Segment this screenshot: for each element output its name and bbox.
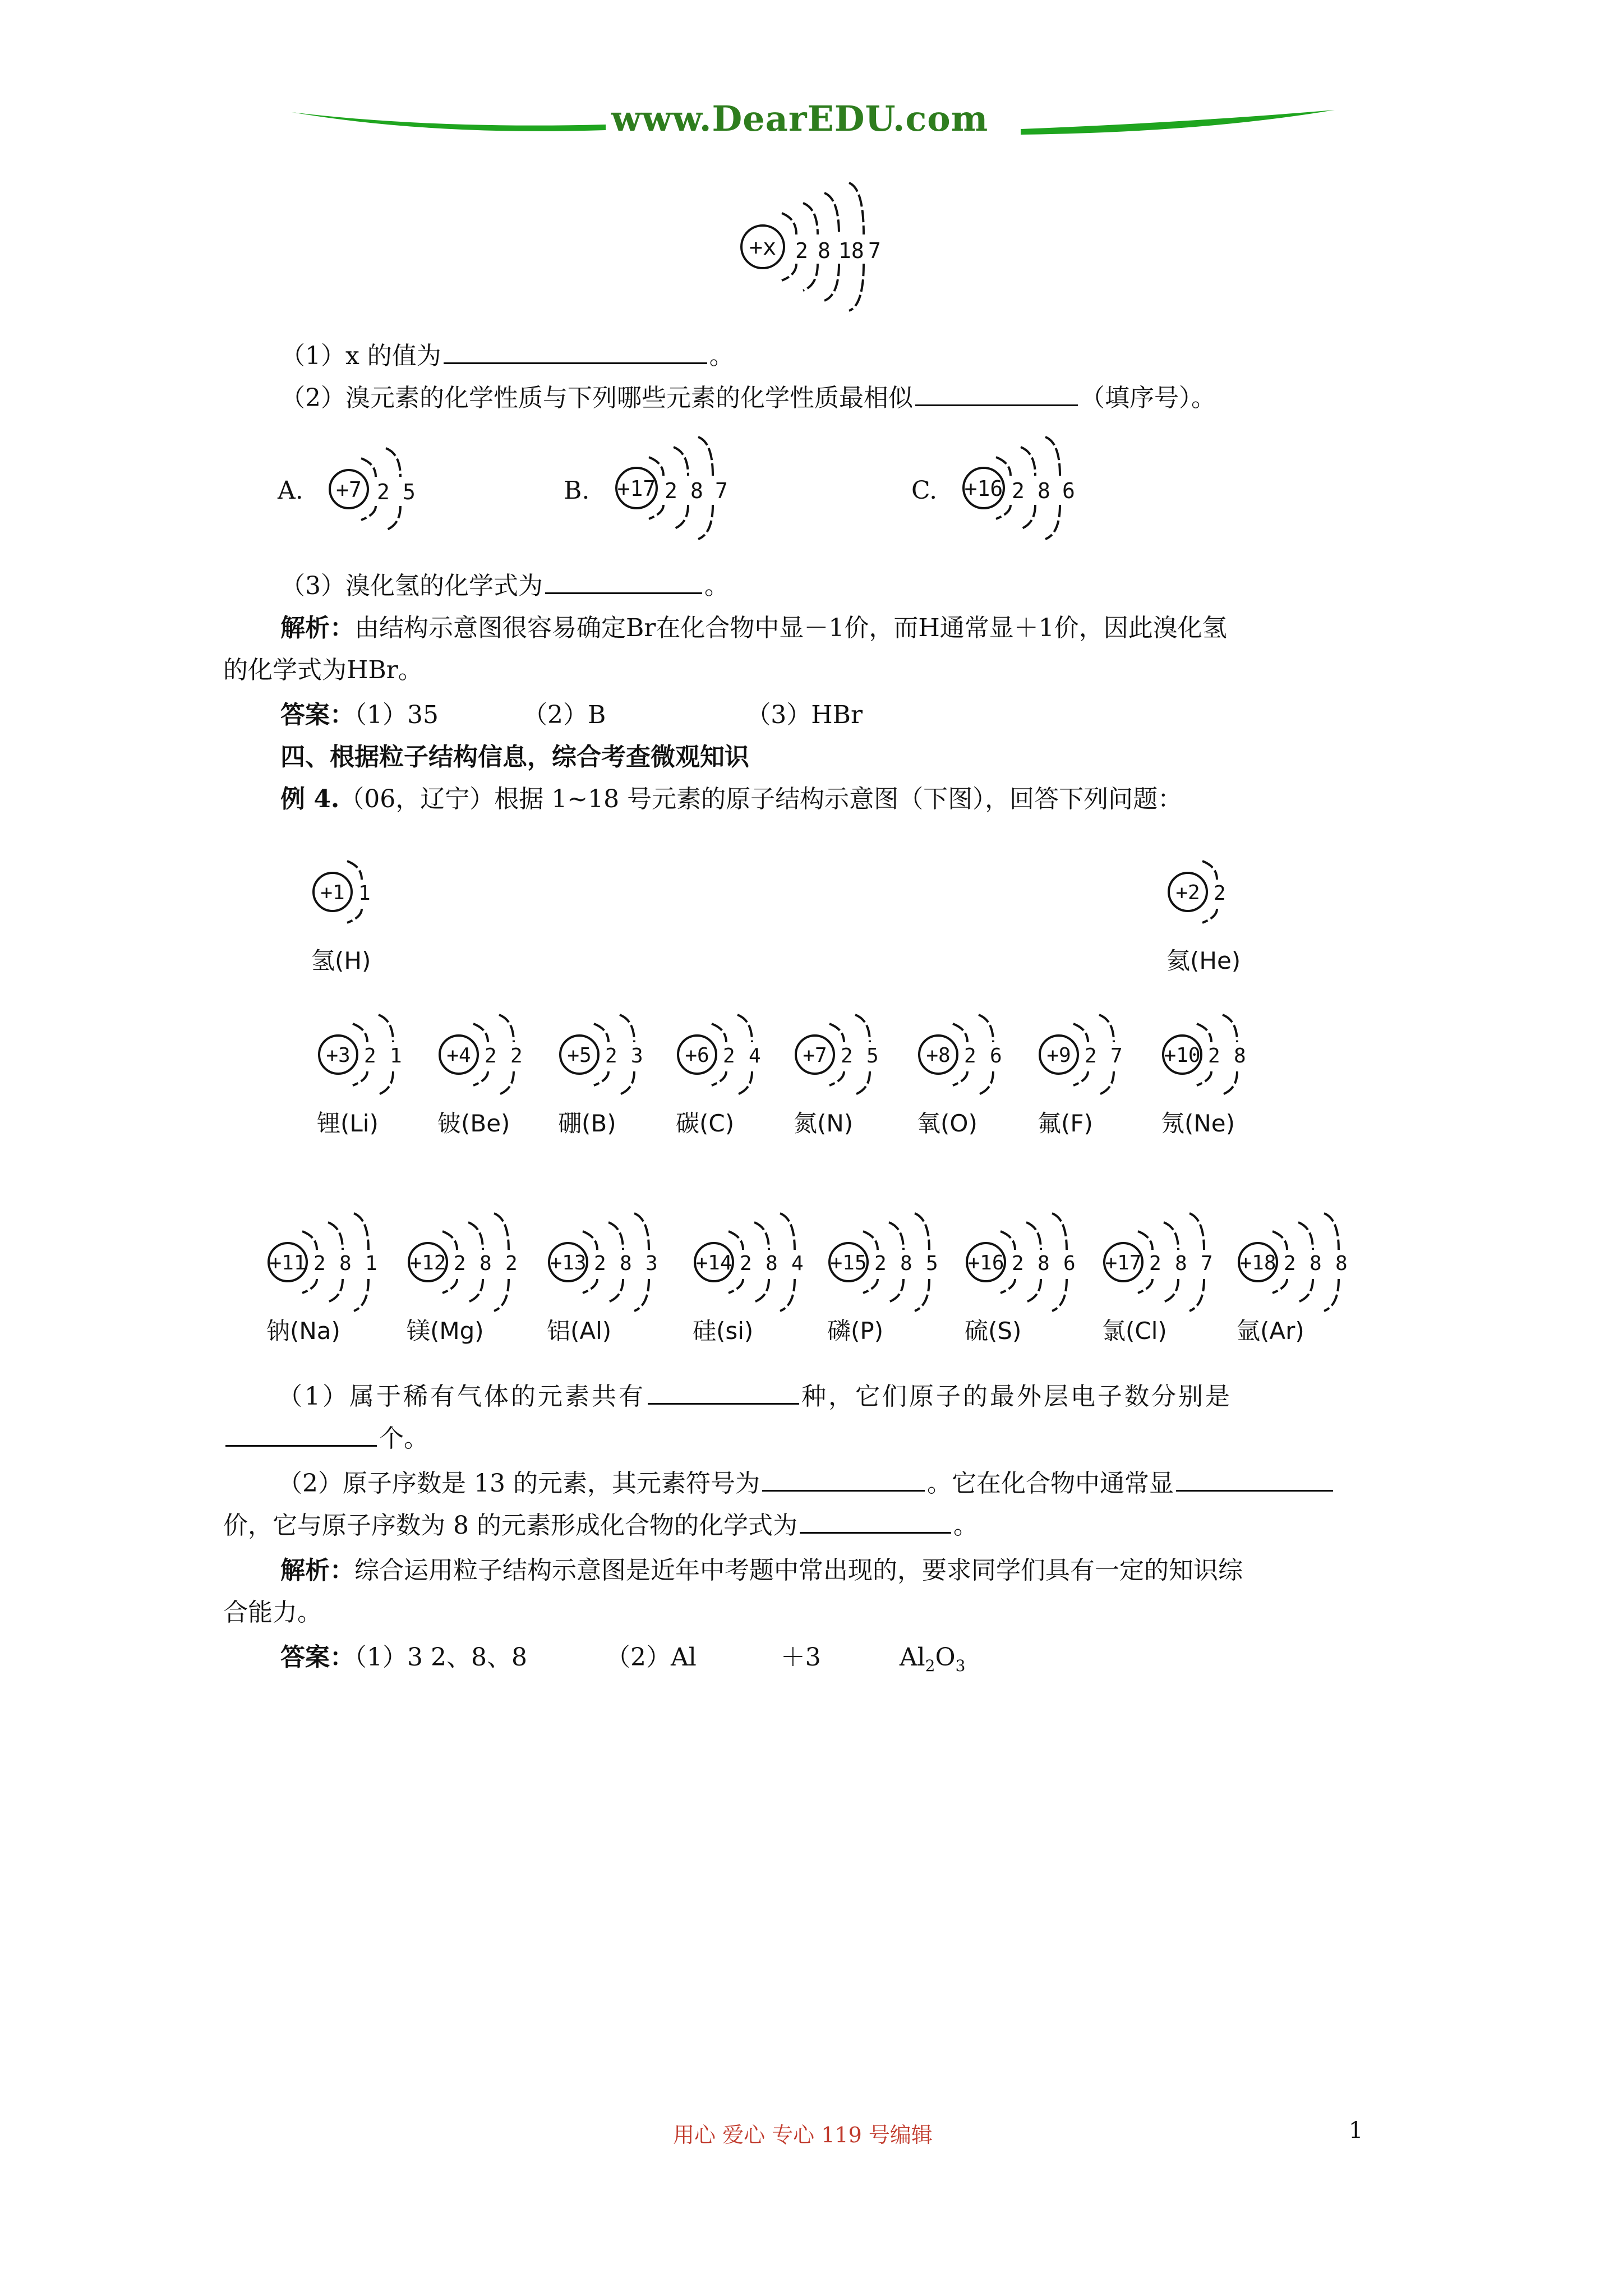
answer-1-c: （3）HBr	[746, 701, 863, 729]
br-shell-2: 8	[818, 238, 831, 263]
answer-2	[280, 1641, 965, 1683]
footer-text: 用心 爱心 专心 119 号编辑	[673, 2123, 933, 2147]
atom-shell-3: 6	[1063, 1252, 1076, 1275]
atom-nucleus: +14	[695, 1251, 732, 1274]
atom-nucleus: +5	[567, 1044, 592, 1067]
atom-nucleus: +16	[967, 1251, 1004, 1274]
example4-q2-line2	[223, 1509, 978, 1543]
atom-shell-1: 2	[1085, 1045, 1097, 1068]
example-4-label: 例 4.	[280, 785, 340, 813]
atom-diagram-氩ar	[1231, 1200, 1373, 1324]
element-name-label: 镁(Mg)	[407, 1317, 484, 1345]
example4-q2-line1	[278, 1467, 1335, 1501]
answer-2-b: （2）Al	[605, 1643, 697, 1672]
br-shell-4: 7	[868, 238, 881, 263]
analysis-1-line2: 的化学式为HBr。	[223, 656, 423, 684]
atom-diagram-氟f	[1032, 993, 1147, 1116]
option-b-shell-3: 7	[715, 478, 728, 503]
atom-shell-2: 5	[866, 1045, 879, 1068]
atom-diagram-氧o	[911, 993, 1027, 1116]
p1-end: 个。	[379, 1424, 428, 1453]
p1-blank-2[interactable]	[225, 1423, 377, 1447]
atom-nucleus: +15	[830, 1251, 867, 1274]
atom-shell-1: 2	[313, 1252, 326, 1275]
atom-shell-2: 1	[390, 1045, 402, 1068]
p1-text: （1）属于稀有气体的元素共有	[278, 1382, 645, 1411]
element-name-label: 氩(Ar)	[1237, 1317, 1304, 1345]
atom-diagram-镁mg	[401, 1200, 543, 1324]
q1-end: 。	[709, 342, 734, 370]
element-name-label: 锂(Li)	[317, 1110, 379, 1137]
atom-diagram-硅si	[687, 1200, 829, 1324]
q1-blank[interactable]	[444, 340, 707, 364]
atom-diagram-磷p	[822, 1200, 964, 1324]
p1-mid: 种，它们原子的最外层电子数分别是	[801, 1382, 1232, 1411]
atom-shell-1: 2	[454, 1252, 466, 1275]
element-name-label: 硫(S)	[965, 1317, 1022, 1345]
option-b-label: B.	[564, 476, 590, 505]
example-4-text: （06，辽宁）根据 1~18 号元素的原子结构示意图（下图），回答下列问题：	[339, 785, 1183, 813]
option-b-shell-1: 2	[665, 478, 677, 503]
atom-nucleus: +12	[409, 1251, 446, 1274]
atom-shell-2: 8	[1310, 1252, 1322, 1275]
question-3	[280, 569, 729, 603]
atom-nucleus: +6	[685, 1044, 709, 1067]
atom-diagram-钠na	[261, 1200, 403, 1324]
q2-end: （填序号）。	[1080, 384, 1216, 412]
q3-text: （3）溴化氢的化学式为	[280, 572, 543, 600]
atom-diagram-氦he	[1161, 830, 1249, 954]
atom-nucleus: +4	[446, 1044, 471, 1067]
option-c-nucleus: +16	[964, 476, 1003, 501]
atom-shell-1: 2	[364, 1045, 376, 1068]
atom-nucleus: +11	[269, 1251, 306, 1274]
answer-2-formula: $Al_2O_3$	[899, 1643, 966, 1675]
option-c-shell-2: 8	[1038, 478, 1050, 503]
answer-1	[280, 698, 863, 732]
option-a-diagram	[320, 426, 454, 550]
p2-blank-2[interactable]	[1176, 1467, 1333, 1492]
analysis-2-text: 综合运用粒子结构示意图是近年中考题中常出现的，要求同学们具有一定的知识综	[354, 1556, 1243, 1585]
option-a-shell-1: 2	[377, 480, 390, 504]
p2-blank-3[interactable]	[800, 1510, 951, 1534]
atom-diagram-硫s	[959, 1200, 1101, 1324]
header-banner	[292, 95, 1335, 157]
atom-diagram-氮n	[788, 993, 903, 1116]
answer-2-label: 答案：	[280, 1643, 354, 1672]
atom-shell-2: 8	[900, 1252, 912, 1275]
element-name-label: 氮(N)	[794, 1110, 854, 1137]
atom-shell-2: 7	[1110, 1045, 1123, 1068]
option-a-label: A.	[278, 476, 303, 505]
page-number: 1	[1349, 2118, 1363, 2143]
element-name-label: 氟(F)	[1038, 1110, 1093, 1137]
atom-shell-2: 6	[990, 1045, 1002, 1068]
p2-end: 。	[953, 1511, 978, 1540]
answer-1-a: （1）35	[354, 701, 439, 729]
element-name-label: 铍(Be)	[437, 1110, 510, 1137]
p2-mid: 。它在化合物中通常显	[926, 1469, 1174, 1498]
atom-nucleus: +9	[1046, 1044, 1071, 1067]
option-a-shell-2: 5	[403, 480, 416, 504]
atom-shell-1: 2	[874, 1252, 887, 1275]
section-4-title: 四、根据粒子结构信息，综合考查微观知识	[280, 743, 749, 771]
atom-shell-1: 2	[723, 1045, 735, 1068]
atom-shell-1: 2	[740, 1252, 752, 1275]
atom-shell-2: 8	[766, 1252, 778, 1275]
q2-blank[interactable]	[915, 382, 1078, 406]
answer-1-label: 答案：	[280, 701, 354, 729]
element-name-label: 氧(O)	[917, 1110, 978, 1137]
atom-diagram-铝al	[541, 1200, 684, 1324]
br-nucleus: +x	[749, 234, 777, 260]
option-c-shell-1: 2	[1012, 478, 1025, 503]
atom-diagram-硼b	[552, 993, 668, 1116]
element-name-label: 氯(Cl)	[1102, 1317, 1167, 1345]
atom-shell-3: 4	[791, 1252, 804, 1275]
analysis-1-text: 由结构示意图很容易确定Br在化合物中显－1价，而H通常显＋1价，因此溴化氢	[354, 614, 1227, 642]
atom-shell-3: 7	[1201, 1252, 1213, 1275]
atom-diagram-氖ne	[1155, 993, 1271, 1116]
atom-nucleus: +7	[803, 1044, 827, 1067]
atom-shell-2: 8	[479, 1252, 492, 1275]
answer-2-a: （1）3 2、8、8	[354, 1643, 527, 1672]
atom-shell-3: 8	[1335, 1252, 1348, 1275]
atom-shell-3: 1	[365, 1252, 377, 1275]
atom-diagram-铍be	[432, 993, 547, 1116]
atom-shell-1: 2	[485, 1045, 497, 1068]
atom-shell-1: 2	[1149, 1252, 1161, 1275]
atom-shell-2: 4	[749, 1045, 761, 1068]
element-name-label: 钠(Na)	[266, 1317, 340, 1345]
element-name-label: 氖(Ne)	[1161, 1110, 1235, 1137]
example-4	[280, 783, 1182, 816]
q3-blank[interactable]	[545, 570, 702, 594]
atom-shell-1: 1	[358, 882, 371, 905]
analysis-2-line1	[280, 1554, 1243, 1588]
atom-shell-2: 8	[1234, 1045, 1246, 1068]
element-name-label: 铝(Al)	[547, 1317, 612, 1345]
br-shell-1: 2	[795, 238, 808, 263]
p2-line2: 价，它与原子序数为 8 的元素形成化合物的化学式为	[223, 1511, 797, 1540]
analysis-1-line1	[280, 611, 1227, 645]
element-name-label: 硼(B)	[558, 1110, 616, 1137]
atom-shell-3: 3	[645, 1252, 658, 1275]
atom-shell-3: 5	[926, 1252, 938, 1275]
option-c-diagram	[948, 415, 1105, 550]
option-c-shell-3: 6	[1062, 478, 1075, 503]
atom-nucleus: +13	[550, 1251, 587, 1274]
atom-shell-3: 2	[505, 1252, 518, 1275]
header-site-title: www.DearEDU.com	[611, 98, 989, 139]
analysis-1-label: 解析：	[280, 614, 354, 642]
atom-shell-2: 3	[631, 1045, 643, 1068]
atom-diagram-锂li	[311, 993, 427, 1116]
option-b-diagram	[603, 415, 760, 550]
atom-shell-2: 8	[1038, 1252, 1050, 1275]
option-b-shell-2: 8	[690, 478, 703, 503]
analysis-2-label: 解析：	[280, 1556, 354, 1585]
question-1	[280, 339, 734, 373]
option-c-label: C.	[911, 476, 938, 505]
example4-q1-line1	[278, 1380, 1232, 1414]
atom-shell-1: 2	[594, 1252, 606, 1275]
atom-shell-1: 2	[1012, 1252, 1024, 1275]
br-atom-diagram	[729, 174, 909, 320]
element-name-label: 氦(He)	[1166, 947, 1241, 974]
atom-shell-1: 2	[841, 1045, 853, 1068]
atom-nucleus: +17	[1105, 1251, 1142, 1274]
p2-text: （2）原子序数是 13 的元素，其元素符号为	[278, 1469, 760, 1498]
atom-shell-1: 2	[1208, 1045, 1220, 1068]
element-name-label: 氢(H)	[311, 947, 371, 974]
q3-end: 。	[704, 572, 729, 600]
atom-nucleus: +3	[326, 1044, 351, 1067]
atom-shell-1: 2	[964, 1045, 976, 1068]
p2-blank-1[interactable]	[762, 1467, 925, 1492]
example4-q1-line2	[223, 1422, 428, 1456]
question-2	[280, 381, 1216, 415]
q1-text: （1）x 的值为	[280, 342, 441, 370]
atom-shell-1: 2	[605, 1045, 617, 1068]
q2-text: （2）溴元素的化学性质与下列哪些元素的化学性质最相似	[280, 384, 913, 412]
element-name-label: 碳(C)	[676, 1110, 735, 1137]
atom-nucleus: +2	[1175, 881, 1200, 904]
atom-shell-2: 8	[1175, 1252, 1187, 1275]
atom-diagram-氢h	[306, 830, 394, 954]
atom-shell-2: 2	[510, 1045, 523, 1068]
option-a-nucleus: +7	[336, 477, 362, 502]
atom-diagram-氯cl	[1096, 1200, 1239, 1324]
element-name-label: 硅(si)	[693, 1317, 754, 1345]
analysis-2-line2: 合能力。	[223, 1598, 322, 1627]
atom-shell-2: 8	[339, 1252, 352, 1275]
atom-shell-1: 2	[1284, 1252, 1296, 1275]
atom-shell-1: 2	[1214, 882, 1226, 905]
atom-shell-2: 8	[620, 1252, 632, 1275]
atom-nucleus: +10	[1164, 1044, 1201, 1067]
br-shell-3: 18	[838, 238, 864, 263]
option-b-nucleus: +17	[617, 476, 656, 501]
atom-diagram-碳c	[670, 993, 786, 1116]
atom-nucleus: +18	[1239, 1251, 1276, 1274]
answer-1-b: （2）B	[522, 701, 606, 729]
atom-nucleus: +1	[320, 881, 345, 904]
atom-nucleus: +8	[926, 1044, 951, 1067]
p1-blank-1[interactable]	[648, 1381, 799, 1405]
answer-2-c: ＋3	[780, 1643, 821, 1672]
element-name-label: 磷(P)	[827, 1317, 884, 1345]
